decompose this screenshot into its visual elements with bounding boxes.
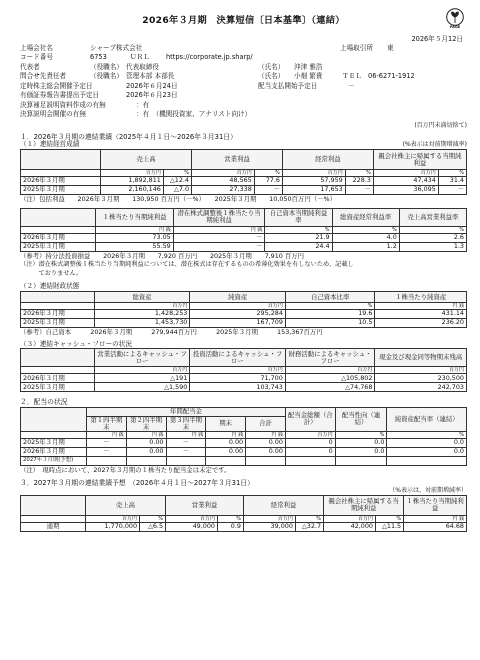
code-row: コード番号 6753 ＵＲＬ https://corporate.jp.sharp/ [20,53,253,62]
col-sales: 売上高 [101,150,192,170]
col-roa: 総資産経常利益率 [332,208,399,226]
document-title: 2026年３月期 決算短信〔日本基準〕（連結） [142,15,345,26]
table-row: 通期 1,770,000 △6.5 49,000 0.9 39,000 △32.7 42,000 △11.5 64.68 [21,522,467,531]
operating-results-table: 売上高 営業利益 経常利益 親会社株主に帰属する当期純利益 百万円 % 百万円 % 百万円 % 百万円 % 2026年３月期 1,892,811 △12.4 48,565 77.6 57,959 228.3 47,434 31.4 2025年３月期 2,160,146 △7.0 27,338 － 17,653 － 36,095 － [20,149,467,195]
col-payout: 配当性向（連結） [335,407,387,431]
fc-col-net: 親会社株主に帰属する当期純利益 [324,495,404,515]
col-eps: １株当たり当期純利益 [96,208,173,226]
rep-title: 代表取締役 [126,62,159,71]
dividend-note: （注） 現時点において、2027年３月期の１株当たり配当金は未定です。 [20,465,231,474]
sub-title-cash-flow: （３）連結キャッシュ・フローの状況 [20,339,132,348]
section-3-title: ３．2027年３月期の連結業績予想 （2026年４月１日～2027年３月31日） [20,479,254,488]
table-row: 2025年３月期 △1,590 103,743 △74,768 242,703 [21,383,467,392]
sub-title-operating: （１）連結経営成績 [20,140,80,149]
per-share-table: １株当たり当期純利益 潜在株式調整後１株当たり当期純利益 自己資本当期純利益率 総資産経常利益率 売上高営業利益率 円 銭 円 銭 % % % 2026年３月期 73.05 － 21.9 4.0 2.6 2025年３月期 55.59 － 24.4 1.2 1.3 [20,208,467,252]
supp-row: 決算補足説明資料作成の有無 ：有 [20,100,150,109]
col-div-total: 配当金総額（合計） [285,407,335,431]
forecast-table: 売上高 営業利益 経常利益 親会社株主に帰属する当期純利益 １株当たり当期純利益 百万円 % 百万円 % 百万円 % 百万円 % 円 銭 通期 1,770,000 △6.5 49,000 0.9 39,000 △32.7 42,000 △11.5 64.68 [20,495,467,532]
company-url[interactable]: https://corporate.jp.sharp/ [166,53,253,62]
pct-note: (%表示は対前期増減率) [402,141,467,149]
company-logo [444,8,466,32]
briefing-row: 決算説明会開催の有無 ：有 （機関投資家、アナリスト向け） [20,110,252,119]
table-row: 2025年３月期 － 0.00 － 0.00 0.00 0 0.0 0.0 [21,438,467,447]
equity-method-note: （参考）持分法投資損益 2026年３月期 7,920 百万円 2025年３月期 7,910 百万円 [20,251,305,260]
col-op-income: 営業利益 [192,150,283,170]
col-equity-ratio: 自己資本比率 [285,292,375,303]
cash-flow-table: 営業活動によるキャッシュ・フロー 投資活動によるキャッシュ・フロー 財務活動によるキャッシュ・フロー 現金及び現金同等物期末残高 百万円 百万円 百万円 百万円 2026年３月期 △191 71,700 △105,802 230,500 2025年３月期 △1,590 103,743 △74,768 242,703 [20,348,467,392]
company-name: シャープ株式会社 [90,43,143,52]
dividend-start: － [348,81,355,90]
table-row: 2025年３月期 55.59 － 24.4 1.2 1.3 [21,242,467,251]
col-doe: 純資産配当率（連結） [387,407,467,431]
col-diluted-eps: 潜在株式調整後１株当たり当期純利益 [173,208,265,226]
col-net-assets: 純資産 [190,292,286,303]
comprehensive-income-note: （注）包括利益 2026年３月期 130,950 百万円（－%） 2025年３月期 10,050百万円（－%） [20,195,336,204]
col-annual-dividend: 年間配当金 [86,407,285,416]
col-ordinary: 経常利益 [282,150,373,170]
fc-col-op: 営業利益 [166,495,244,515]
table-row: 2025年３月期 1,453,730 167,709 10.5 236.20 [21,319,467,328]
fc-col-ordinary: 経常利益 [243,495,323,515]
contact-name: 小畑 繁貴 [294,72,323,81]
section-1-title: １．2026年３月期の連結業績（2025年４月１日～2026年３月31日） [20,133,237,142]
unit-note: (百万円未満切捨て) [414,121,467,129]
financial-position-table: 総資産 純資産 自己資本比率 １株当たり純資産 百万円 百万円 % 円 銭 2026年３月期 1,428,253 295,284 19.6 431.14 2025年３月期 1,453,730 167,709 10.5 236.20 [20,291,467,328]
forecast-pct-note: （%表示は、対前期増減率） [389,487,467,495]
logo-text: PAGE [449,25,461,29]
company-row: 上場会社名 シャープ株式会社 上場取引所 東 [20,43,394,52]
agm-date: 2026年６月24日 [126,81,178,90]
col-financing-cf: 財務活動によるキャッシュ・フロー [285,349,375,367]
table-row: 2027年３月期(予想) [21,456,467,465]
report-date: 2026年５月12日 [411,35,463,44]
sub-title-financial-position: （２）連結財政状態 [20,282,80,291]
diluted-eps-note: （注）潜在株式調整後１株当たり当期純利益については、潜在株式は存在するものの希薄化効果を有しないため、記載し ておりません。 [20,261,354,278]
report-row: 有価証券報告書提出予定日 2026年６月23日 [20,91,178,100]
table-row: 2026年３月期 － 0.00 － 0.00 0.00 0 0.0 0.0 [21,447,467,456]
contact-tel: 06-6271-1912 [368,72,415,81]
col-cash-end: 現金及び現金同等物期末残高 [375,349,467,367]
table-row: 2026年３月期 1,892,811 △12.4 48,565 77.6 57,959 228.3 47,434 31.4 [21,177,467,186]
contact-row: 問合せ先責任者 （役職名） 管理本部 本部長 （氏名） 小畑 繁貴 ＴＥＬ 06-6271-1912 [20,72,415,81]
col-bps: １株当たり純資産 [375,292,467,303]
fc-col-sales: 売上高 [85,495,165,515]
rep-name: 沖津 雅浩 [294,62,323,71]
table-row: 2026年３月期 △191 71,700 △105,802 230,500 [21,374,467,383]
table-row: 2026年３月期 73.05 － 21.9 4.0 2.6 [21,233,467,242]
sprout-icon [446,8,464,26]
col-total-assets: 総資産 [94,292,190,303]
table-row: 2025年３月期 2,160,146 △7.0 27,338 － 17,653 － 36,095 － [21,186,467,195]
dividends-table: 年間配当金 配当金総額（合計） 配当性向（連結） 純資産配当率（連結） 第１四半期末 第２四半期末 第３四半期末 期末 合計 円 銭 円 銭 円 銭 円 銭 円 銭 百万円 % % 2025年３月期 － 0.00 － 0.00 0.00 0 0.0 0.0 2026年３月期 － 0.00 － 0.00 0.00 0 0.0 0.0 2027年３月期(予想) [20,407,467,466]
col-net-income: 親会社株主に帰属する当期純利益 [373,150,466,170]
col-operating-cf: 営業活動によるキャッシュ・フロー [94,349,190,367]
fc-col-eps: １株当たり当期純利益 [404,495,467,515]
exchange: 東 [386,43,394,52]
table-row: 2026年３月期 1,428,253 295,284 19.6 431.14 [21,310,467,319]
report-date-value: 2026年６月23日 [126,91,178,100]
col-op-margin: 売上高営業利益率 [399,208,466,226]
section-2-title: ２．配当の状況 [20,398,68,407]
contact-title: 管理本部 本部長 [126,72,175,81]
equity-capital-note: （参考）自己資本 2026年３月期 279,944百万円 2025年３月期 153,367百万円 [20,327,323,336]
representative-row: 代表者 （役職名） 代表取締役 （氏名） 沖津 雅浩 [20,62,323,71]
agm-row: 定時株主総会開催予定日 2026年６月24日 配当支払開始予定日 － [20,81,355,90]
col-investing-cf: 投資活動によるキャッシュ・フロー [190,349,286,367]
stock-code: 6753 [90,53,107,62]
col-roe: 自己資本当期純利益率 [265,208,332,226]
